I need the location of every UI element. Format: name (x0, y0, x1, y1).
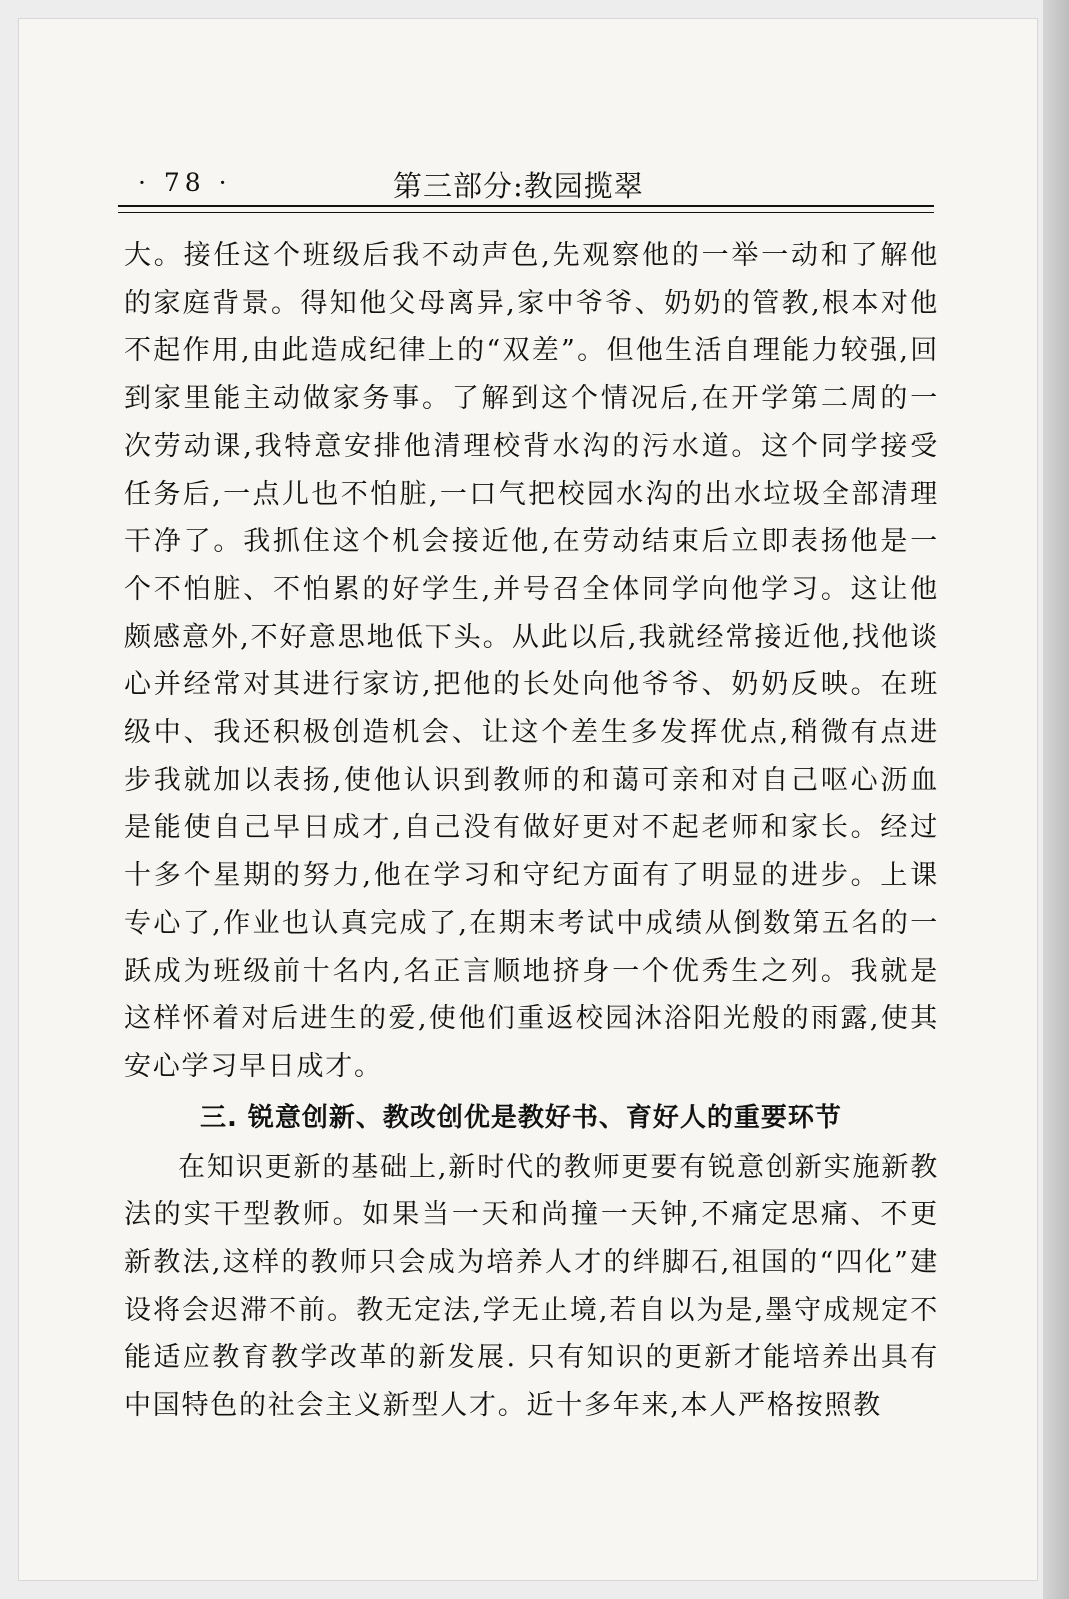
running-header (138, 160, 928, 206)
page-body (124, 232, 939, 1430)
header-rule-thick (118, 205, 934, 207)
body-paragraph: 大。接任这个班级后我不动声色,先观察他的一举一动和了解他的家庭背景。得知他父母离异,家中爷爷、奶奶的管教,根本对他不起作用,由此造成纪律上的“双差”。但他生活自理能力较强,回到家里能主动做家务事。了解到这个情况后,在开学第二周的一次劳动课,我特意安排他清理校背水沟的污水道。这个同学接受任务后,一点儿也不怕脏,一口气把校园水沟的出水垃圾全部清理干净了。我抓住这个机会接近他,在劳动结束后立即表扬他是一个不怕脏、不怕累的好学生,并号召全体同学向他学习。这让他颇感意外,不好意思地低下头。从此以后,我就经常接近他,找他谈心并经常对其进行家访,把他的长处向他爷爷、奶奶反映。在班级中、我还积极创造机会、让这个差生多发挥优点,稍微有点进步我就加以表扬,使他认识到教师的和蔼可亲和对自己呕心沥血是能使自己早日成才,自己没有做好更对不起老师和家长。经过十多个星期的努力,他在学习和守纪方面有了明显的进步。上课专心了,作业也认真完成了,在期末考试中成绩从倒数第五名的一跃成为班级前十名内,名正言顺地挤身一个优秀生之列。我就是这样怀着对后进生的爱,使他们重返校园沐浴阳光般的雨露,使其安心学习早日成才。 (124, 240, 939, 1082)
page-number: · 78 · (138, 168, 232, 197)
header-rule-thin (118, 212, 934, 213)
section-heading: 三. 锐意创新、教改创优是教好书、育好人的重要环节 (200, 1102, 842, 1133)
scan-edge (1043, 0, 1069, 1599)
body-paragraph: 在知识更新的基础上,新时代的教师更要有锐意创新实施新教法的实干型教师。如果当一天和尚撞一天钟,不痛定思痛、不更新教法,这样的教师只会成为培养人才的绊脚石,祖国的“四化”建设将会迟滞不前。教无定法,学无止境,若自以为是,墨守成规定不能适应教育教学改革的新发展. 只有知识的更新才能培养出具有中国特色的社会主义新型人才。近十多年来,本人严格按照教 (124, 1151, 939, 1422)
section-title: 第三部分:教园揽翠 (393, 169, 644, 203)
